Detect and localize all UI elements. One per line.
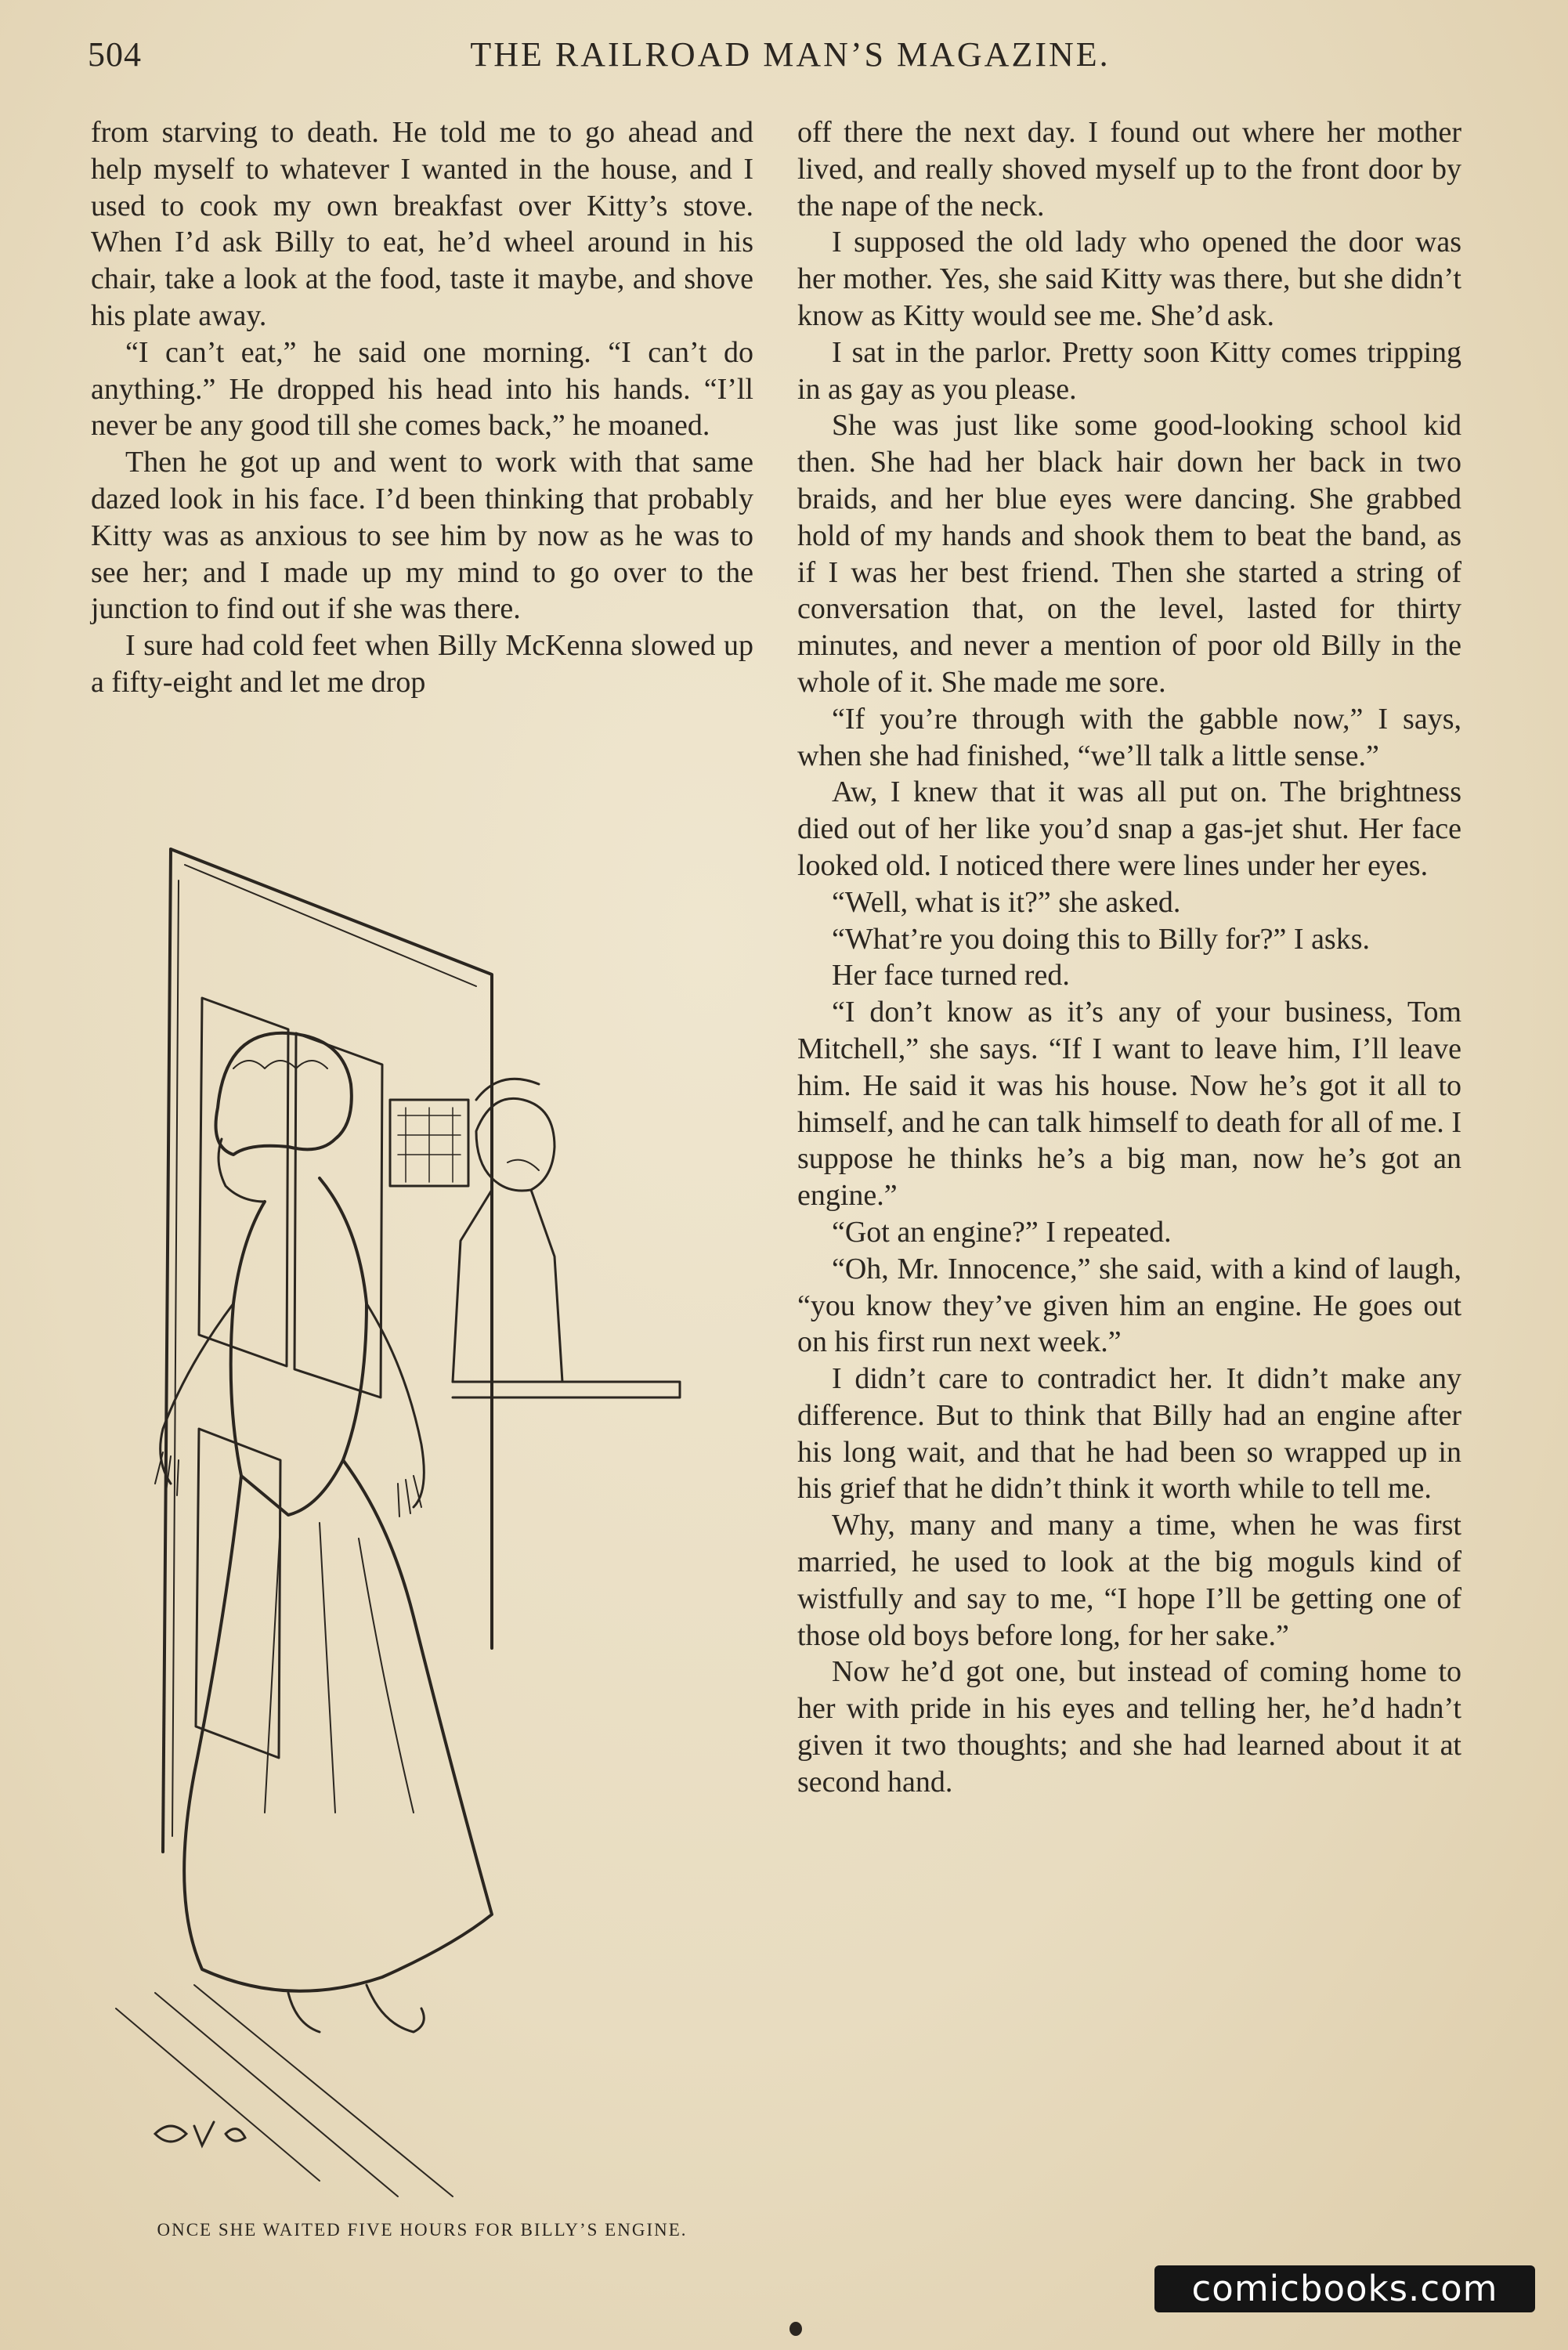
paragraph: I didn’t care to contradict her. It didn’t make any difference. But to think that Billy had an engine after his long wait, and that he had been so wrapped up in his grief that he didn’t think it worth while to tell me. [797,1362,1461,1506]
paragraph: “I don’t know as it’s any of your business, Tom Mitchell,” she says. “If I want to leave him, I’ll leave him. He said it was his house. Now he’s got it all to himself, and he can talk himself to death for all of me. I suppose he thinks he’s a big man, now he’s got an engine.” [797,996,1461,1213]
paragraph: Then he got up and went to work with that same dazed look in his face. I’d been thinking that probably Kitty was as anxious to see him by now as he was to see her; and I made up my mind to go over to the junction to find out if she was there. [91,446,753,626]
magazine-title: THE RAILROAD MAN’S MAGAZINE. [470,35,1111,74]
paragraph: Her face turned red. [832,959,1070,992]
paragraph: off there the next day. I found out where her mother lived, and really shoved myself up to the front door by the nape of the neck. [797,116,1461,222]
right-column [797,114,1461,1801]
watermark-badge: comicbooks.com [1154,2265,1535,2312]
illustration-woman-leaving [85,833,758,2212]
left-column [91,114,753,701]
paragraph: She was just like some good-looking school kid then. She had her black hair down her back in two braids, and her blue eyes were dancing. She grabbed hold of my hands and shook them to beat the band, as if I was her best friend. Then she started a string of conversation that, on the level, lasted for thirty minutes, and never a mention of poor old Billy in the whole of it. She made me sore. [797,409,1461,699]
paragraph: “What’re you doing this to Billy for?” I asks. [832,922,1371,956]
page-header [88,28,1493,83]
paragraph: “Oh, Mr. Innocence,” she said, with a kind of laugh, “you know they’ve given him an engine. He goes out on his first run next week.” [797,1252,1461,1359]
paragraph: from starving to death. He told me to go ahead and help myself to whatever I wanted in the house, and I used to cook my own breakfast over Kitty’s stove. When I’d ask Billy to eat, he’d wheel around in his chair, take a look at the food, taste it maybe, and shove his plate away. [91,116,753,332]
page-number: 504 [88,35,142,74]
paragraph: Now he’d got one, but instead of coming home to her with pride in his eyes and telling her, he’d hadn’t given it two thoughts; and she had learned about it at second hand. [797,1655,1461,1799]
paragraph: Why, many and many a time, when he was first married, he used to look at the big moguls kind of wistfully and say to me, “I hope I’ll be getting one of those old boys before long, for her sake.” [797,1509,1461,1652]
illustration-caption: ONCE SHE WAITED FIVE HOURS FOR BILLY’S ENGINE. [157,2220,688,2240]
paragraph: I sat in the parlor. Pretty soon Kitty comes tripping in as gay as you please. [797,335,1461,406]
ink-blot [789,2322,802,2336]
paragraph: I supposed the old lady who opened the door was her mother. Yes, she said Kitty was there, but she didn’t know as Kitty would see me. She’d ask. [797,226,1461,332]
paragraph: “Got an engine?” I repeated. [832,1215,1172,1249]
paragraph: “Well, what is it?” she asked. [832,885,1181,919]
paragraph: “If you’re through with the gabble now,” I says, when she had finished, “we’ll talk a little sense.” [797,702,1461,772]
paragraph: I sure had cold feet when Billy McKenna slowed up a fifty-eight and let me drop [91,629,753,699]
paragraph: Aw, I knew that it was all put on. The brightness died out of her like you’d snap a gas-jet shut. Her face looked old. I noticed there were lines under her eyes. [797,776,1461,882]
paragraph: “I can’t eat,” he said one morning. “I can’t do anything.” He dropped his head into his hands. “I’ll never be any good till she comes back,” he moaned. [91,335,753,443]
